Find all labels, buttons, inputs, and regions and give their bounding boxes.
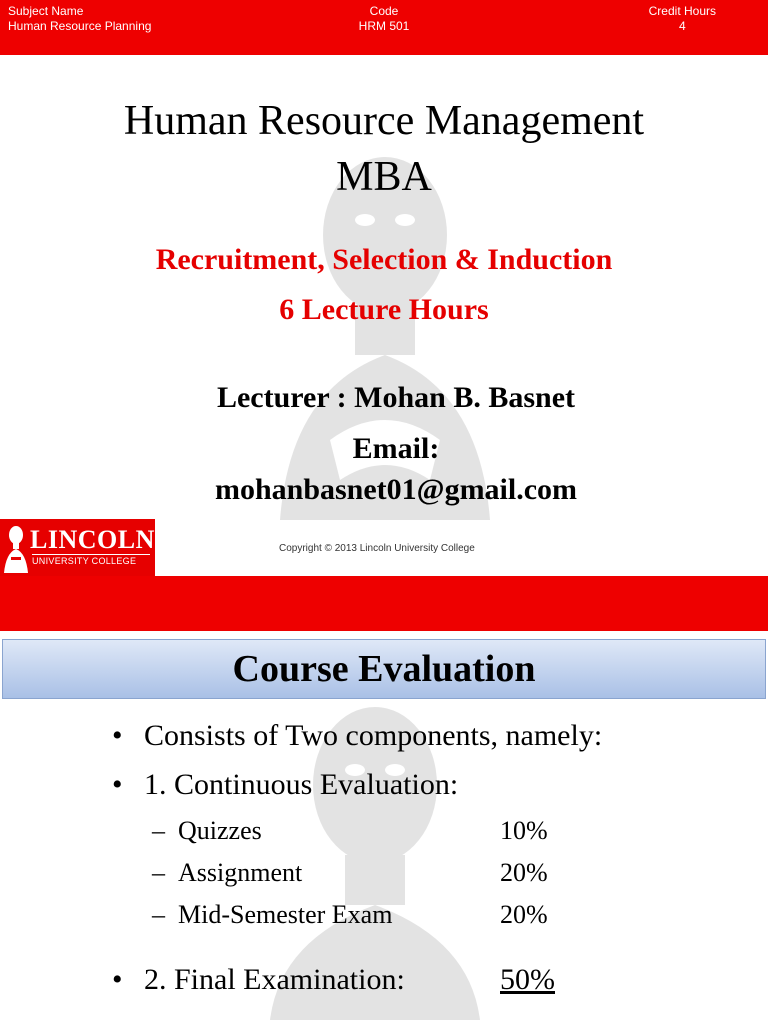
bullet-text: Consists of Two components, namely: (144, 719, 603, 752)
item-value: 10% (500, 816, 548, 845)
item-value: 20% (500, 900, 548, 929)
item-label: Quizzes (178, 816, 262, 845)
item-label: Mid-Semester Exam (178, 900, 393, 929)
dash-marker: – (152, 816, 165, 845)
dash-marker: – (152, 858, 165, 887)
footer-bar (0, 576, 768, 631)
email-address: mohanbasnet01@gmail.com (214, 473, 578, 506)
subject-label: Subject Name (8, 4, 84, 18)
item-label: Assignment (178, 858, 303, 887)
credit-column (649, 4, 716, 34)
credit-label: Credit Hours (648, 4, 716, 18)
list-item-quizzes (152, 815, 548, 847)
slide-title: Human Resource Management (123, 98, 645, 144)
code-label: Code (369, 4, 399, 18)
credit-value: 4 (678, 19, 686, 33)
email-label: Email: (352, 432, 440, 465)
bullet-marker: • (112, 719, 123, 752)
subject-value: Human Resource Planning (8, 19, 152, 33)
university-logo (0, 519, 155, 576)
code-value: HRM 501 (358, 19, 410, 33)
lincoln-bust-icon (3, 523, 29, 573)
bullet-marker: • (112, 768, 123, 801)
final-exam-value: 50% (500, 963, 555, 996)
logo-name: LINCOLN (30, 525, 155, 554)
logo-subtitle: UNIVERSITY COLLEGE (32, 556, 137, 566)
bullet-marker: • (112, 963, 123, 996)
lecturer-name: Lecturer : Mohan B. Basnet (216, 381, 576, 414)
dash-marker: – (152, 900, 165, 929)
topic-subtitle: Recruitment, Selection & Induction (155, 243, 613, 276)
bullet-components (112, 718, 602, 754)
header-bar (0, 0, 768, 55)
list-item-midsemester (152, 899, 548, 931)
bullet-text: 1. Continuous Evaluation: (144, 768, 459, 801)
item-value: 20% (500, 858, 548, 887)
course-evaluation-title: Course Evaluation (232, 648, 536, 690)
lecture-hours: 6 Lecture Hours (279, 293, 489, 326)
list-item-assignment (152, 857, 548, 889)
copyright-notice: Copyright © 2013 Lincoln University College (279, 543, 475, 554)
bullet-text: 2. Final Examination: (144, 963, 405, 996)
bullet-final-examination (112, 962, 555, 998)
logo-divider (32, 554, 150, 555)
slide-title-program: MBA (336, 154, 432, 200)
bullet-continuous-evaluation (112, 767, 458, 803)
